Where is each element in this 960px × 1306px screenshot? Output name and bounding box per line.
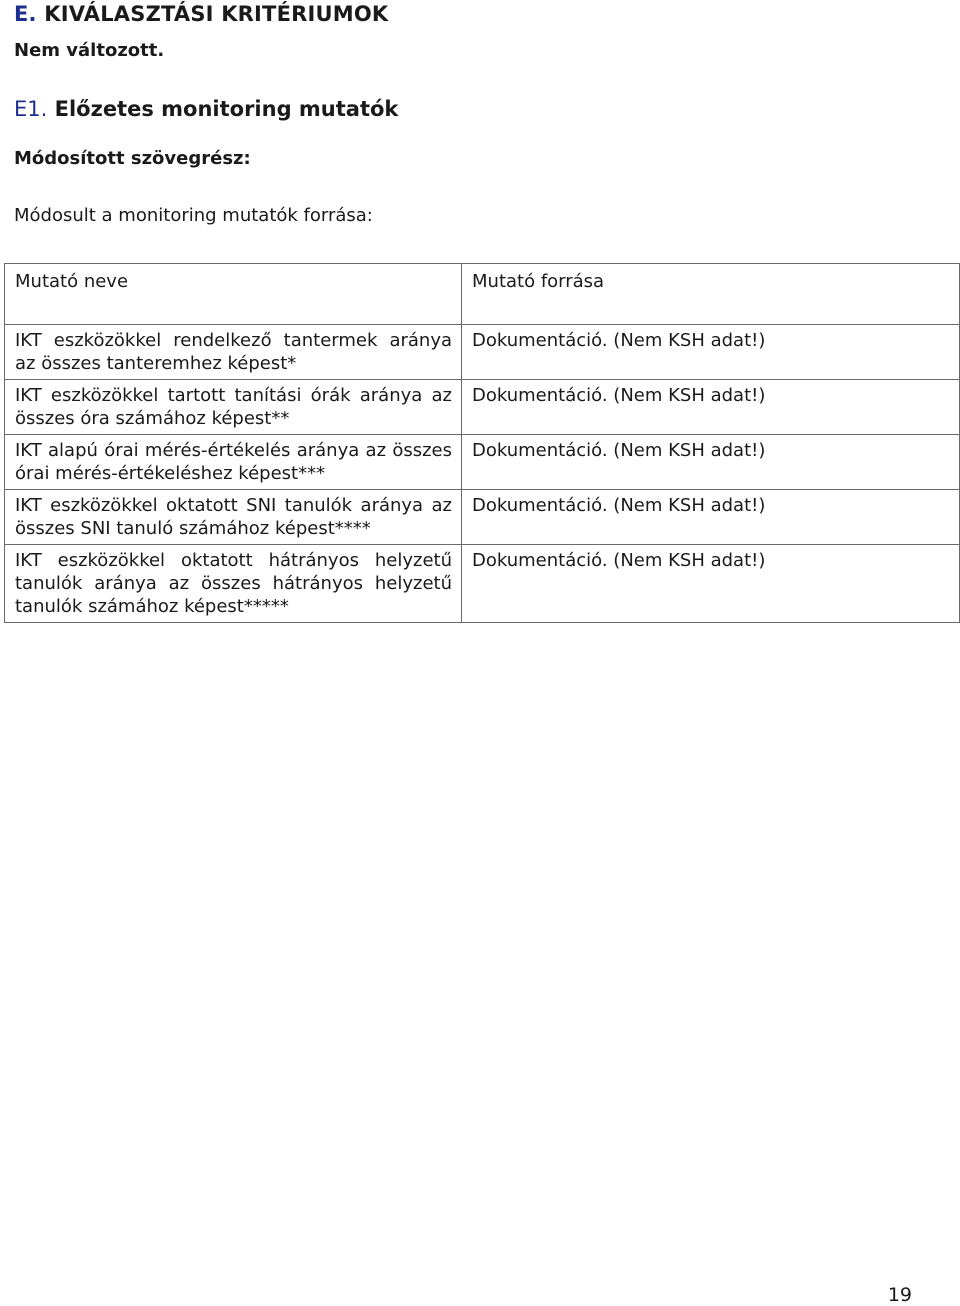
- section-heading: [14, 2, 388, 26]
- section-number: E.: [14, 2, 37, 26]
- indicator-source: Dokumentáció. (Nem KSH adat!): [462, 435, 960, 490]
- table-row: [5, 325, 960, 380]
- section-status: Nem változott.: [14, 40, 165, 61]
- modified-text-label: Módosított szövegrész:: [14, 148, 251, 169]
- subsection-number: E1.: [14, 97, 48, 121]
- indicator-source: Dokumentáció. (Nem KSH adat!): [462, 545, 960, 623]
- page-number: 19: [887, 1284, 912, 1306]
- section-title: KIVÁLASZTÁSI KRITÉRIUMOK: [44, 2, 389, 26]
- indicator-name: IKT alapú órai mérés-értékelés aránya az összes órai mérés-értékeléshez képest***: [5, 435, 462, 490]
- header-indicator-source: Mutató forrása: [462, 264, 960, 325]
- intro-text: Módosult a monitoring mutatók forrása:: [14, 205, 373, 226]
- subsection-title: Előzetes monitoring mutatók: [54, 97, 399, 121]
- table-header-row: [5, 264, 960, 325]
- table-row: [5, 490, 960, 545]
- indicator-source: Dokumentáció. (Nem KSH adat!): [462, 490, 960, 545]
- indicator-name: IKT eszközökkel rendelkező tantermek aránya az összes tanteremhez képest*: [5, 325, 462, 380]
- indicator-name: IKT eszközökkel oktatott hátrányos helyzetű tanulók aránya az összes hátrányos helyzetű tanulók számához képest*****: [5, 545, 462, 623]
- subsection-heading: [14, 97, 398, 121]
- indicator-source: Dokumentáció. (Nem KSH adat!): [462, 325, 960, 380]
- indicator-name: IKT eszközökkel oktatott SNI tanulók aránya az összes SNI tanuló számához képest****: [5, 490, 462, 545]
- table-row: [5, 545, 960, 623]
- table-row: [5, 435, 960, 490]
- indicators-table: [4, 263, 960, 623]
- indicator-name: IKT eszközökkel tartott tanítási órák aránya az összes óra számához képest**: [5, 380, 462, 435]
- header-indicator-name: Mutató neve: [5, 264, 462, 325]
- indicator-source: Dokumentáció. (Nem KSH adat!): [462, 380, 960, 435]
- table-row: [5, 380, 960, 435]
